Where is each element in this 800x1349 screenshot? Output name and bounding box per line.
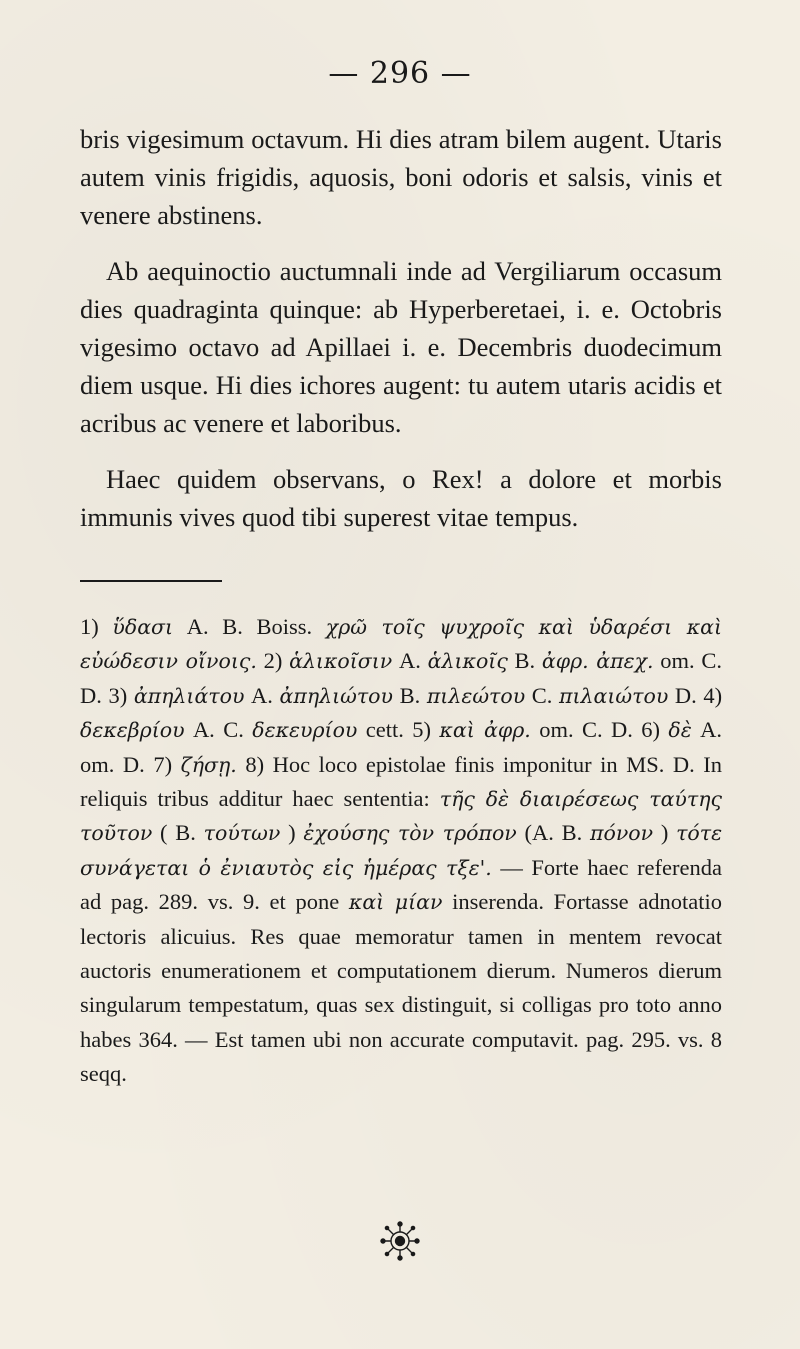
greek-text: πόνον [590,821,654,846]
footnote-3 [108,683,703,708]
greek-text: ζήσῃ. [180,752,237,777]
footnote-text: B. [399,682,421,708]
page-number: — 296 — [328,56,472,91]
paragraph-2: Ab aequinoctio auctumnali inde ad Vergiliarum occasum dies quadraginta quinque: ab Hyperberetaei, i. e. Octobris vigesimo octavo ad Apillaei i. e. Decembris duodecimum diem usque. Hi dies ichores augent: tu autem utaris acidis et acribus ac venere et laboribus. [80,256,722,438]
greek-text: τῆς δὲ διαιρέσεως ταύτης τοῦτον [80,787,723,846]
greek-text: ὕδασι [112,615,174,639]
footnote-text: ( B. [160,820,196,846]
footnote-text: Hoc loco epistolae finis imponitur in MS. D. In reliquis tribus additur haec sententia: [80,751,723,812]
greek-text: ἁλικοῖσιν [289,649,393,674]
greek-text: πιλαιώτου [559,683,669,708]
floral-ornament-icon [379,1220,421,1262]
greek-text: ἀφρ. ἀπεχ. [541,649,654,674]
footnote-text: ) [660,820,669,846]
footnote-text: cett. [365,717,404,743]
greek-text: τότε συνάγεται ὁ ἐνιαυτὸς εἰς ἡμέρας τξε'. [80,821,723,880]
paragraph-3: Haec quidem observans, o Rex! a dolore et morbis immunis vives quod tibi superest vitae tempus. [80,464,722,532]
footnote-text: om. C. D. [539,717,633,743]
greek-text: ἐχούσης τὸν τρόπον [303,821,517,846]
footnote-text: A. B. Boiss. [186,614,313,639]
greek-text: δεκευρίου [252,718,358,743]
footnote-number: 1) [80,614,99,639]
footnote-number: 6) [641,717,660,743]
greek-text: χρῶ τοῖς ψυχροῖς καὶ ὑδαρέσι καὶ εὐώδεσιν οἴνοις. [80,615,723,674]
footnote-7 [153,752,245,777]
greek-text: καὶ μίαν [348,890,443,915]
footnotes-text [80,610,722,1092]
footnote-5 [412,717,641,742]
greek-text: ἀπηλιάτου [133,683,245,708]
greek-text: ἀπηλιώτου [279,683,393,708]
footnote-text: A. C. [192,717,244,743]
footnote-text: inserenda. Fortasse adnotatio lectoris alicuius. Res quae memoratur tamen in mentem revocat auctoris enumerationem et computationem dierum. Numeros dierum singularum tempestatum, quas sex distinguit, si colligas pro toto anno habes 364. — Est tamen ubi non accurate computavit. pag. 295. vs. 8 seqq. [80,889,722,1087]
footnote-divider [80,580,222,582]
footnote-number: 7) [153,751,173,777]
footnote-text: A. [399,648,421,674]
greek-text: ἁλικοῖς [427,649,508,674]
footnotes [80,610,722,1092]
paragraph-1: bris vigesimum octavum. Hi dies atram bilem augent. Utaris autem vinis frigidis, aquosis, boni odoris et salsis, vinis et venere abstinens. [80,124,722,230]
footnote-text: A. [251,682,273,708]
footnote-text: — Forte haec referenda ad pag. 289. vs. 9. et pone [80,854,722,915]
footnote-text: D. [674,682,697,708]
footnote-text: (A. B. [524,820,583,846]
footnote-number: 5) [412,717,432,743]
greek-text: πιλεώτου [426,683,526,708]
footnote-8 [80,752,722,1087]
footnote-text: A. om. D. [80,717,722,777]
greek-text: δεκεβρίου [80,718,185,743]
footnote-text: ) [288,820,296,846]
main-text [80,120,722,554]
greek-text: τούτων [203,821,281,846]
footnote-number: 8) [245,751,265,777]
footnote-number: 3) [108,682,128,708]
footnote-number: 4) [703,682,723,708]
footnote-number: 2) [263,648,283,674]
footnote-text: B. [514,648,536,674]
greek-text: καὶ ἀφρ. [439,718,531,743]
footnote-text: C. [531,682,553,708]
footnote-text: om. C. D. [80,648,723,708]
greek-text: δὲ [668,718,692,743]
